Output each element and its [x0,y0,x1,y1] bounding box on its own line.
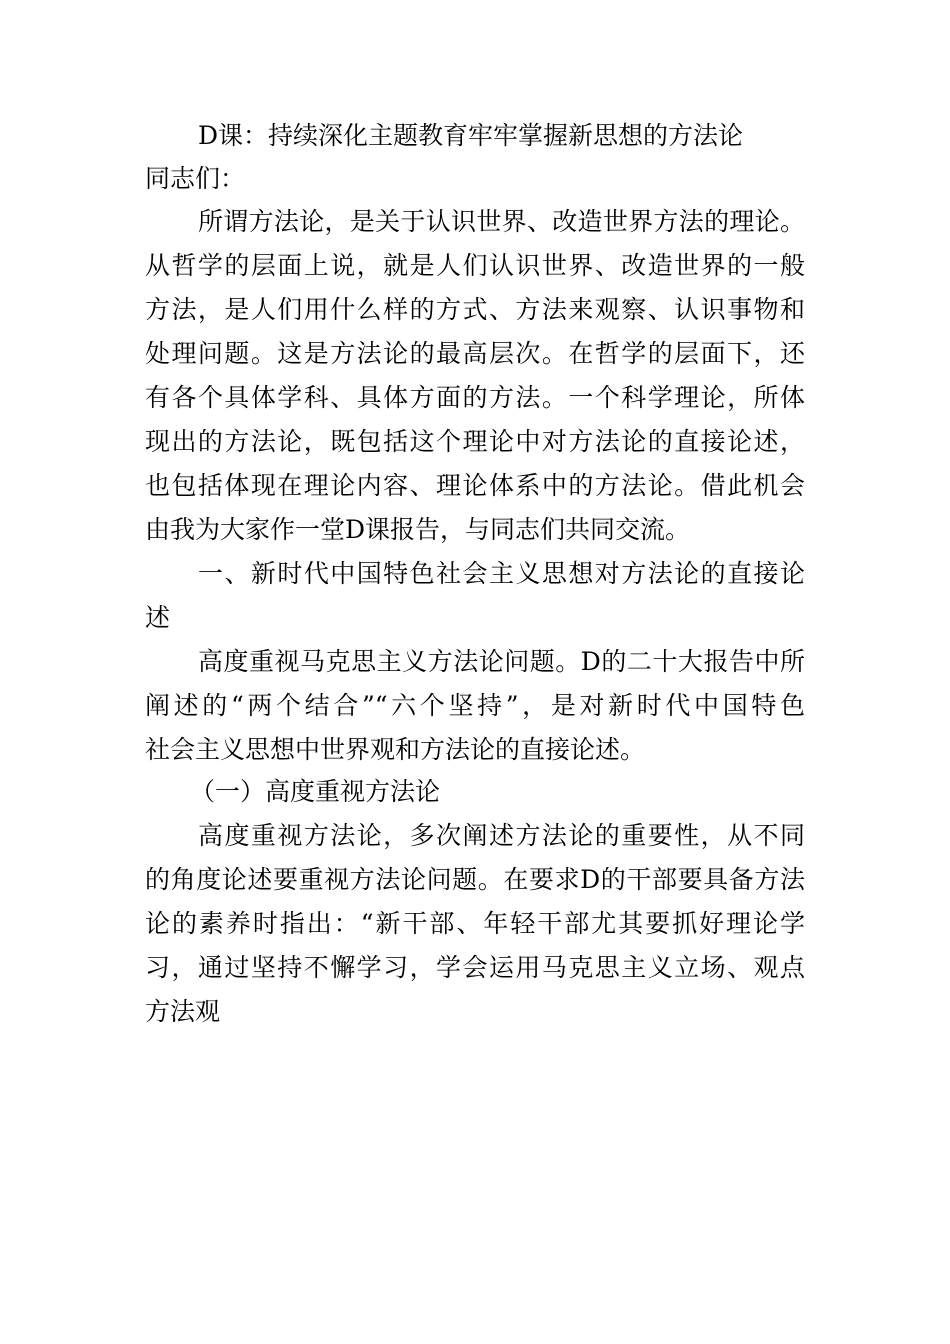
paragraph-line: 有各个具体学科、具体方面的方法。一个科学理论，所体 [145,383,805,412]
paragraph-line: 阐述的“两个结合”“六个坚持”，是对新时代中国特色 [145,691,805,720]
paragraph-line: 所谓方法论，是关于认识世界、改造世界方法的理论。 [198,207,805,236]
paragraph-line: 从哲学的层面上说，就是人们认识世界、改造世界的一般 [145,251,805,280]
paragraph-line: 也包括体现在理论内容、理论体系中的方法论。借此机会 [145,471,805,500]
paragraph-line: 社会主义思想中世界观和方法论的直接论述。 [145,735,646,764]
paragraph-line: 处理问题。这是方法论的最高层次。在哲学的层面下，还 [145,339,805,368]
paragraph-line: 的角度论述要重视方法论问题。在要求D的干部要具备方法 [145,865,805,894]
document-title: D课：持续深化主题教育牢牢掌握新思想的方法论 [198,121,744,150]
section-heading: 一、新时代中国特色社会主义思想对方法论的直接论 [198,559,805,588]
paragraph-line: 现出的方法论，既包括这个理论中对方法论的直接论述， [145,427,805,456]
paragraph-line: 方法，是人们用什么样的方式、方法来观察、认识事物和 [145,295,805,324]
paragraph-line: 高度重视马克思主义方法论问题。D的二十大报告中所 [198,647,805,676]
paragraph-line: 习，通过坚持不懈学习，学会运用马克思主义立场、观点 [145,953,805,982]
paragraph-line: 由我为大家作一堂D课报告，与同志们共同交流。 [145,515,691,544]
paragraph-line: 论的素养时指出：“新干部、年轻干部尤其要抓好理论学 [145,909,805,938]
subsection-heading: （一）高度重视方法论 [190,777,441,806]
section-heading: 述 [145,603,171,632]
salutation: 同志们： [145,164,246,193]
paragraph-line: 高度重视方法论，多次阐述方法论的重要性，从不同 [198,821,805,850]
paragraph-line: 方法观 [145,997,221,1026]
